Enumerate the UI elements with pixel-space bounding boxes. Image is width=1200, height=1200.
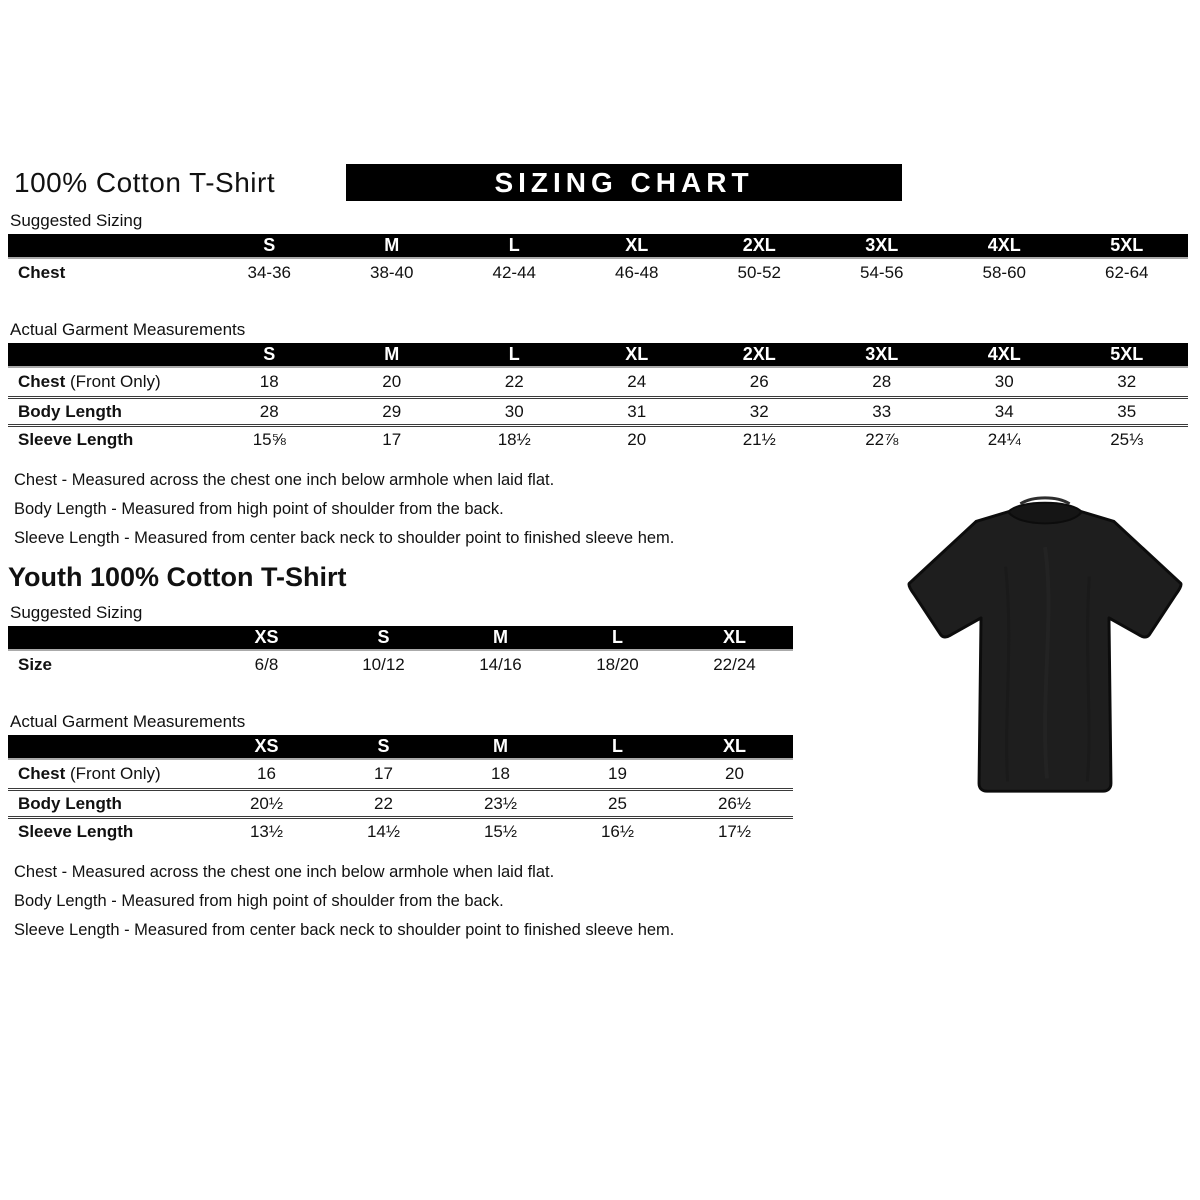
row-label: Body Length: [18, 401, 122, 421]
cell-value: 18: [259, 372, 279, 391]
youth-measurement-notes: [8, 858, 1192, 945]
cell-value: 22: [374, 793, 393, 813]
note-chest: Chest - Measured across the chest one inch below armhole when laid flat.: [14, 863, 555, 881]
column-header: M: [493, 627, 508, 647]
table-row: [8, 788, 793, 816]
cell-value: 46-48: [615, 263, 659, 282]
row-label-suffix: (Front Only): [65, 372, 161, 391]
cell-value: 18/20: [596, 655, 639, 674]
cell-value: 26½: [717, 793, 752, 813]
cell-value: 35: [1117, 401, 1137, 421]
cell-value: 17: [382, 429, 402, 449]
youth-actual-table: [8, 735, 793, 844]
cell-value: 10/12: [362, 655, 405, 674]
adult-suggested-label: Suggested Sizing: [10, 211, 143, 230]
table-row: [8, 816, 793, 844]
column-header: L: [508, 344, 520, 364]
cell-value: 22⅞: [865, 429, 899, 449]
adult-actual-label: Actual Garment Measurements: [10, 320, 246, 339]
adult-suggested-table: [8, 234, 1188, 287]
cell-value: 23½: [483, 793, 518, 813]
cell-value: 42-44: [492, 263, 536, 282]
column-header: 4XL: [987, 235, 1021, 255]
cell-value: 26: [749, 372, 769, 391]
cell-value: 24¼: [987, 429, 1021, 449]
column-header: 3XL: [865, 344, 899, 364]
cell-value: 28: [872, 372, 892, 391]
cell-value: 34: [994, 401, 1014, 421]
row-label-main: Chest: [18, 764, 66, 783]
column-header: L: [612, 736, 623, 756]
cell-value: 31: [627, 401, 647, 421]
column-header: S: [377, 736, 390, 756]
note-body-length: Body Length - Measured from high point of shoulder from the back.: [14, 500, 504, 518]
adult-actual-header-row: [8, 343, 1188, 368]
cell-value: 13½: [249, 821, 284, 841]
column-header: 5XL: [1110, 235, 1144, 255]
cell-value: 17½: [717, 821, 752, 841]
column-header: S: [263, 235, 276, 255]
row-label: [8, 764, 208, 784]
row-label: [8, 372, 208, 392]
column-header: 4XL: [987, 344, 1021, 364]
cell-value: 14/16: [479, 655, 522, 674]
sizing-chart-banner: SIZING CHART: [346, 164, 902, 201]
cell-value: 28: [259, 401, 279, 421]
cell-value: 15⅝: [252, 429, 286, 449]
cell-value: 58-60: [982, 263, 1026, 282]
column-header: L: [508, 235, 520, 255]
cell-value: 21½: [742, 429, 776, 449]
note-body-length: Body Length - Measured from high point of shoulder from the back.: [14, 892, 504, 910]
table-row: [8, 396, 1188, 424]
column-header: XL: [722, 736, 746, 756]
column-header: 2XL: [742, 344, 776, 364]
cell-value: 6/8: [254, 655, 279, 674]
cell-value: 16: [257, 764, 276, 783]
youth-actual-label: Actual Garment Measurements: [10, 712, 246, 731]
cell-value: 50-52: [737, 263, 781, 282]
youth-actual-header-row: [8, 735, 793, 760]
cell-value: 62-64: [1105, 263, 1149, 282]
table-row: [8, 760, 793, 788]
cell-value: 18: [491, 764, 510, 783]
youth-title: Youth 100% Cotton T-Shirt: [8, 562, 347, 592]
cell-value: 32: [1117, 372, 1137, 391]
table-row: [8, 368, 1188, 396]
cell-value: 32: [749, 401, 769, 421]
column-header: 5XL: [1110, 344, 1144, 364]
adult-suggested-header-row: [8, 234, 1188, 259]
adult-actual-table: [8, 343, 1188, 452]
row-label: Size: [18, 655, 53, 674]
column-header: XL: [722, 627, 746, 647]
column-header: S: [377, 627, 390, 647]
column-header: 2XL: [742, 235, 776, 255]
cell-value: 15½: [483, 821, 518, 841]
row-label-suffix: (Front Only): [65, 764, 161, 783]
row-label: Chest: [18, 263, 66, 282]
column-header: XL: [625, 235, 649, 255]
tshirt-graphic: [895, 488, 1195, 803]
youth-suggested-label: Suggested Sizing: [10, 603, 143, 622]
table-row: [8, 424, 1188, 452]
cell-value: 34-36: [247, 263, 291, 282]
column-header: 3XL: [865, 235, 899, 255]
cell-value: 19: [608, 764, 627, 783]
cell-value: 54-56: [860, 263, 904, 282]
note-sleeve-length: Sleeve Length - Measured from center back neck to shoulder point to finished sleeve hem.: [14, 921, 675, 939]
cell-value: 18½: [497, 429, 531, 449]
cell-value: 16½: [600, 821, 635, 841]
cell-value: 24: [627, 372, 647, 391]
cell-value: 14½: [366, 821, 401, 841]
table-row: [8, 651, 793, 679]
column-header: M: [493, 736, 508, 756]
cell-value: 22/24: [713, 655, 756, 674]
cell-value: 22: [504, 372, 524, 391]
tshirt-image: [895, 488, 1195, 803]
column-header: XS: [254, 627, 279, 647]
row-label: Body Length: [18, 793, 122, 813]
cell-value: 25: [608, 793, 627, 813]
note-sleeve-length: Sleeve Length - Measured from center back neck to shoulder point to finished sleeve hem.: [14, 529, 675, 547]
cell-value: 17: [374, 764, 393, 783]
youth-suggested-header-row: [8, 626, 793, 651]
row-label-main: Chest: [18, 372, 66, 391]
table-row: [8, 259, 1188, 287]
youth-suggested-table: [8, 626, 793, 679]
cell-value: 20: [382, 372, 402, 391]
column-header: XL: [625, 344, 649, 364]
row-label: Sleeve Length: [18, 821, 134, 841]
page-title: 100% Cotton T-Shirt: [14, 167, 276, 198]
cell-value: 20: [627, 429, 647, 449]
column-header: L: [612, 627, 623, 647]
column-header: XS: [254, 736, 279, 756]
cell-value: 29: [382, 401, 402, 421]
cell-value: 38-40: [370, 263, 414, 282]
page-header: [8, 164, 1192, 201]
cell-value: 20: [725, 764, 744, 783]
column-header: M: [384, 235, 400, 255]
cell-value: 25⅓: [1110, 429, 1144, 449]
column-header: M: [384, 344, 400, 364]
cell-value: 20½: [249, 793, 284, 813]
cell-value: 30: [994, 372, 1014, 391]
column-header: S: [263, 344, 276, 364]
row-label: Sleeve Length: [18, 429, 134, 449]
cell-value: 33: [872, 401, 892, 421]
note-chest: Chest - Measured across the chest one inch below armhole when laid flat.: [14, 471, 555, 489]
cell-value: 30: [504, 401, 524, 421]
